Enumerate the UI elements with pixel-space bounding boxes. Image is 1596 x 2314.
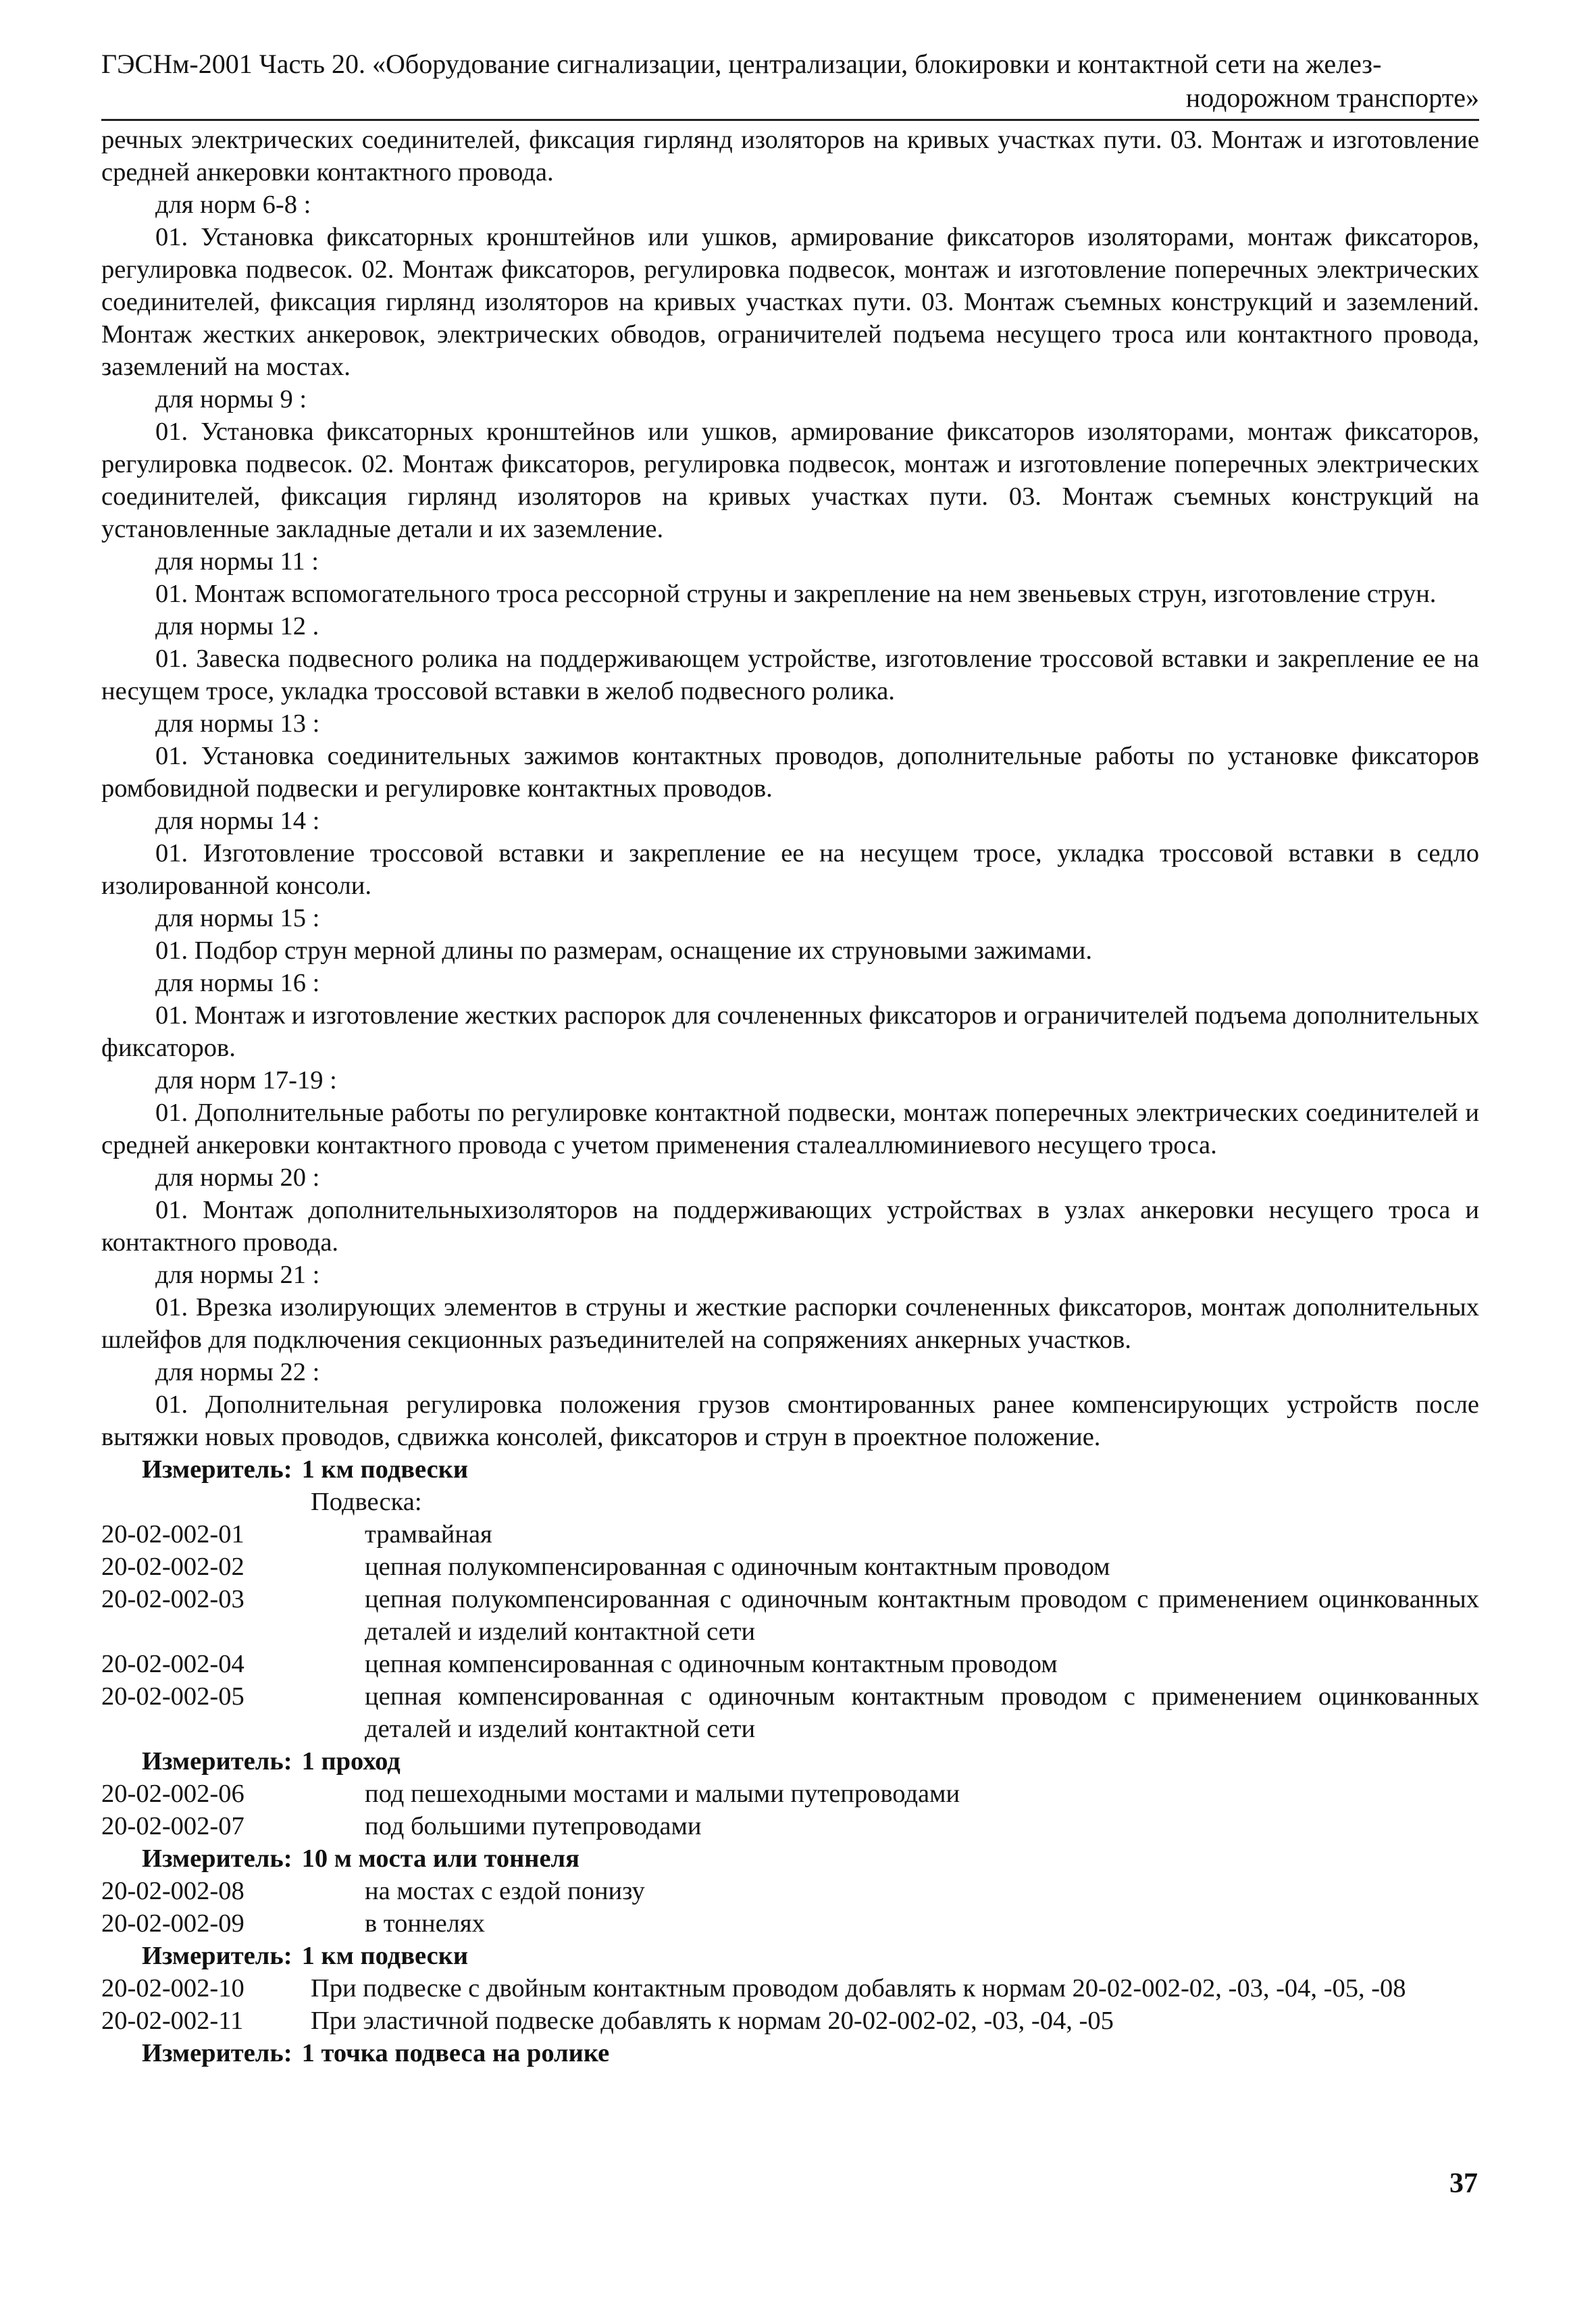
- measure-group: [101, 2037, 1479, 2069]
- page-number: 37: [1449, 2168, 1478, 2199]
- norm-description: цепная компенсированная с одиночным контактным проводом: [365, 1650, 1058, 1678]
- measure-heading: [101, 1842, 1479, 1875]
- norm-row: [101, 1778, 1479, 1810]
- measure-heading: [101, 1745, 1479, 1778]
- measure-unit: 1 проход: [301, 1747, 401, 1776]
- header-line-1: ГЭСНм-2001 Часть 20. «Оборудование сигнализации, централизации, блокировки и контактной сети на желез-: [101, 49, 1382, 79]
- norm-text: 01. Изготовление троссовой вставки и закрепление ее на несущем тросе, укладка троссовой вставки в седло изолированной консоли.: [101, 839, 1479, 900]
- norm-label: для нормы 15 :: [155, 904, 320, 932]
- norm-label: для нормы 13 :: [155, 709, 320, 738]
- norm-row: [101, 1648, 1479, 1680]
- document-body: [101, 124, 1479, 2069]
- norm-text: 01. Установка фиксаторных кронштейнов или ушков, армирование фиксаторов изоляторами, монтаж фиксаторов, регулировка подвесок. 02. Монтаж фиксаторов, регулировка подвесок, монтаж и изготовление поперечных электрических соединителей, фиксация гирлянд изоляторов на кривых участках пути. 03. Монтаж съемных конструкций и заземлений. Монтаж жестких анкеровок, электрических обводов, ограничителей подъема несущего троса или контактного провода, заземлений на мостах.: [101, 223, 1479, 381]
- norm-label: для нормы 22 :: [155, 1358, 320, 1386]
- measure-unit: 1 точка подвеса на ролике: [301, 2039, 610, 2067]
- measure-label: Измеритель:: [142, 1942, 292, 1970]
- work-block: [101, 545, 1479, 610]
- norm-description: трамвайная: [365, 1520, 492, 1549]
- document-page: [101, 47, 1479, 2069]
- measure-unit: 10 м моста или тоннеля: [301, 1844, 580, 1873]
- header-line-2: нодорожном транспорте»: [1185, 82, 1479, 113]
- measure-group: [101, 1745, 1479, 1842]
- measure-subheading: Подвеска:: [311, 1488, 422, 1516]
- norm-row: [101, 1972, 1479, 2005]
- norm-code: 20-02-002-08: [101, 1877, 244, 1905]
- norm-code: 20-02-002-03: [101, 1585, 244, 1613]
- measure-label: Измеритель:: [142, 1455, 292, 1484]
- norm-text: 01. Монтаж и изготовление жестких распорок для сочлененных фиксаторов и ограничителей подъема дополнительных фиксаторов.: [101, 1001, 1479, 1062]
- norm-text: 01. Монтаж вспомогательного троса рессорной струны и закрепление на нем звеньевых струн, изготовление струн.: [155, 580, 1437, 608]
- norm-code: 20-02-002-07: [101, 1812, 244, 1840]
- norm-text: 01. Установка фиксаторных кронштейнов или ушков, армирование фиксаторов изоляторами, монтаж фиксаторов, регулировка подвесок. 02. Монтаж фиксаторов, регулировка подвесок, монтаж и изготовление поперечных электрических соединителей, фиксация гирлянд изоляторов на кривых участках пути. 03. Монтаж съемных конструкций на установленные закладные детали и их заземление.: [101, 418, 1479, 543]
- norm-row: [101, 1810, 1479, 1842]
- work-block: [101, 1356, 1479, 1453]
- norm-label: для нормы 14 :: [155, 807, 320, 835]
- work-blocks: [101, 188, 1479, 1453]
- measure-group: [101, 1842, 1479, 1940]
- norm-code: 20-02-002-10: [101, 1974, 244, 2003]
- norm-description: При эластичной подвеске добавлять к нормам 20-02-002-02, -03, -04, -05: [311, 2007, 1114, 2035]
- measure-unit: 1 км подвески: [301, 1455, 469, 1484]
- intro-paragraph: речных электрических соединителей, фиксация гирлянд изоляторов на кривых участках пути. 03. Монтаж и изготовление средней анкеровки контактного провода.: [101, 126, 1479, 186]
- work-block: [101, 805, 1479, 902]
- norm-text: 01. Монтаж дополнительныхизоляторов на поддерживающих устройствах в узлах анкеровки несущего троса и контактного провода.: [101, 1196, 1479, 1257]
- norm-code: 20-02-002-09: [101, 1909, 244, 1938]
- norm-text: 01. Установка соединительных зажимов контактных проводов, дополнительные работы по установке фиксаторов ромбовидной подвески и регулировке контактных проводов.: [101, 742, 1479, 803]
- norm-text: 01. Дополнительная регулировка положения грузов смонтированных ранее компенсирующих устройств после вытяжки новых проводов, сдвижка консолей, фиксаторов и струн в проектное положение.: [101, 1390, 1479, 1451]
- norm-description: на мостах с ездой понизу: [365, 1877, 645, 1905]
- work-block: [101, 1161, 1479, 1259]
- norm-row: [101, 1551, 1479, 1583]
- norm-label: для нормы 11 :: [155, 547, 319, 576]
- norm-label: для норм 6-8 :: [155, 191, 311, 219]
- measure-heading: [101, 2037, 1479, 2069]
- work-block: [101, 902, 1479, 967]
- work-block: [101, 1259, 1479, 1356]
- work-block: [101, 610, 1479, 707]
- norm-row: [101, 1518, 1479, 1551]
- norm-row: [101, 1583, 1479, 1648]
- norm-description: При подвеске с двойным контактным проводом добавлять к нормам 20-02-002-02, -03, -04, -05, -08: [311, 1974, 1406, 2003]
- header-rule: [101, 119, 1479, 121]
- norm-row: [101, 2005, 1479, 2037]
- norm-row: [101, 1907, 1479, 1940]
- norm-code: 20-02-002-05: [101, 1682, 244, 1711]
- norm-row: [101, 1680, 1479, 1745]
- work-block: [101, 967, 1479, 1064]
- norm-label: для норм 17-19 :: [155, 1066, 337, 1095]
- norm-description: цепная компенсированная с одиночным контактным проводом с применением оцинкованных деталей и изделий контактной сети: [365, 1682, 1479, 1743]
- norm-text: 01. Дополнительные работы по регулировке контактной подвески, монтаж поперечных электрических соединителей и средней анкеровки контактного провода с учетом применения сталеаллюминиевого несущего троса.: [101, 1099, 1479, 1159]
- work-block: [101, 383, 1479, 545]
- norm-code: 20-02-002-04: [101, 1650, 244, 1678]
- norm-row: [101, 1875, 1479, 1907]
- norm-label: для нормы 21 :: [155, 1261, 320, 1289]
- norm-description: под пешеходными мостами и малыми путепроводами: [365, 1780, 960, 1808]
- norm-text: 01. Врезка изолирующих элементов в струны и жесткие распорки сочлененных фиксаторов, монтаж дополнительных шлейфов для подключения секционных разъединителей на сопряжениях анкерных участков.: [101, 1293, 1479, 1354]
- norm-label: для нормы 12 .: [155, 612, 319, 640]
- norm-description: цепная полукомпенсированная с одиночным контактным проводом: [365, 1553, 1110, 1581]
- norm-code: 20-02-002-11: [101, 2007, 244, 2035]
- measure-heading: [101, 1940, 1479, 1972]
- work-block: [101, 707, 1479, 805]
- measure-unit: 1 км подвески: [301, 1942, 469, 1970]
- norm-description: цепная полукомпенсированная с одиночным контактным проводом с применением оцинкованных деталей и изделий контактной сети: [365, 1585, 1479, 1646]
- norm-label: для нормы 16 :: [155, 969, 320, 997]
- norm-code: 20-02-002-01: [101, 1520, 244, 1549]
- measure-label: Измеритель:: [142, 1844, 292, 1873]
- measure-label: Измеритель:: [142, 1747, 292, 1776]
- norm-code: 20-02-002-06: [101, 1780, 244, 1808]
- norm-code: 20-02-002-02: [101, 1553, 244, 1581]
- norm-label: для нормы 20 :: [155, 1163, 320, 1192]
- norm-description: под большими путепроводами: [365, 1812, 702, 1840]
- norm-text: 01. Подбор струн мерной длины по размерам, оснащение их струновыми зажимами.: [155, 936, 1093, 965]
- measure-label: Измеритель:: [142, 2039, 292, 2067]
- measure-group: [101, 1453, 1479, 1745]
- running-header: [101, 47, 1479, 115]
- norm-text: 01. Завеска подвесного ролика на поддерживающем устройстве, изготовление троссовой вставки и закрепление ее на несущем тросе, укладка троссовой вставки в желоб подвесного ролика.: [101, 645, 1479, 705]
- work-block: [101, 188, 1479, 383]
- measure-group: [101, 1940, 1479, 2037]
- measure-heading: [101, 1453, 1479, 1486]
- norm-description: в тоннелях: [365, 1909, 485, 1938]
- norm-label: для нормы 9 :: [155, 385, 307, 413]
- work-block: [101, 1064, 1479, 1161]
